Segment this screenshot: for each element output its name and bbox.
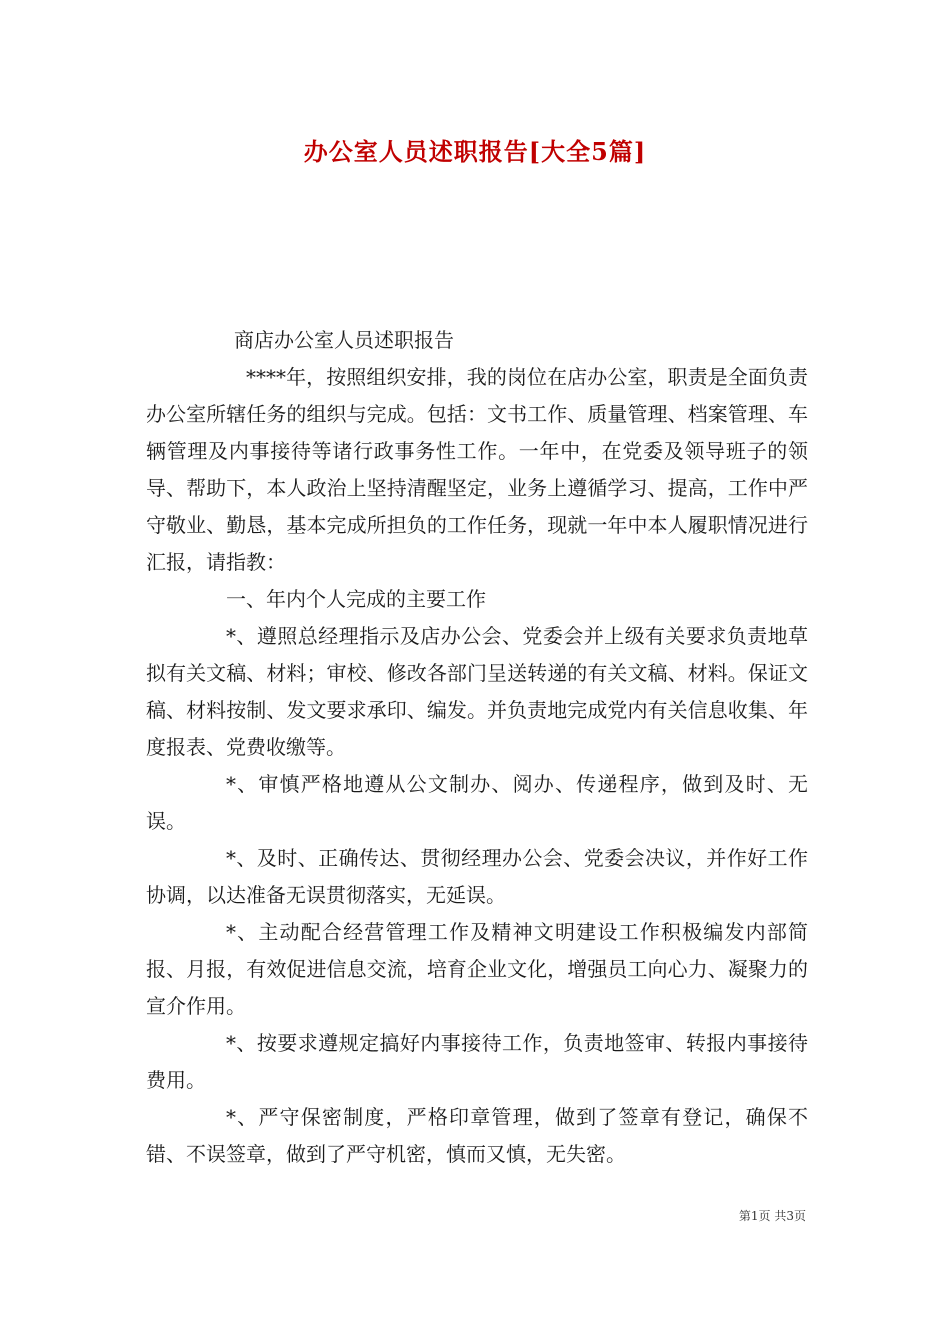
page-number: 第1页 共3页 <box>738 1209 806 1223</box>
paragraph-item: *、按要求遵规定搞好内事接待工作，负责地签审、转报内事接待费用。 <box>146 1031 808 1092</box>
section-heading: 一、年内个人完成的主要工作 <box>226 587 486 611</box>
paragraph-item: *、审慎严格地遵从公文制办、阅办、传递程序，做到及时、无误。 <box>146 772 808 833</box>
paragraph-item: *、遵照总经理指示及店办公会、党委会并上级有关要求负责地草拟有关文稿、材料；审校、修改各部门呈送转递的有关文稿、材料。保证文稿、材料按制、发文要求承印、编发。并负责地完成党内有关信息收集、年度报表、党费收缴等。 <box>146 624 808 759</box>
document-title: 办公室人员述职报告[大全5篇] <box>303 137 647 166</box>
paragraph-item: *、主动配合经营管理工作及精神文明建设工作积极编发内部简报、月报，有效促进信息交流，培育企业文化，增强员工向心力、凝聚力的宣介作用。 <box>146 920 808 1018</box>
paragraph-intro: ****年，按照组织安排，我的岗位在店办公室，职责是全面负责办公室所辖任务的组织与完成。包括：文书工作、质量管理、档案管理、车辆管理及内事接待等诸行政事务性工作。一年中，在党委及领导班子的领导、帮助下，本人政治上坚持清醒坚定，业务上遵循学习、提高，工作中严守敬业、勤恳，基本完成所担负的工作任务，现就一年中本人履职情况进行汇报，请指教： <box>146 365 808 574</box>
paragraph-item: *、严守保密制度，严格印章管理，做到了签章有登记，确保不错、不误签章，做到了严守机密，慎而又慎，无失密。 <box>146 1105 808 1166</box>
document-subtitle: 商店办公室人员述职报告 <box>234 328 454 352</box>
document-body <box>146 322 808 1173</box>
paragraph-item: *、及时、正确传达、贯彻经理办公会、党委会决议，并作好工作协调，以达准备无误贯彻落实，无延误。 <box>146 846 808 907</box>
